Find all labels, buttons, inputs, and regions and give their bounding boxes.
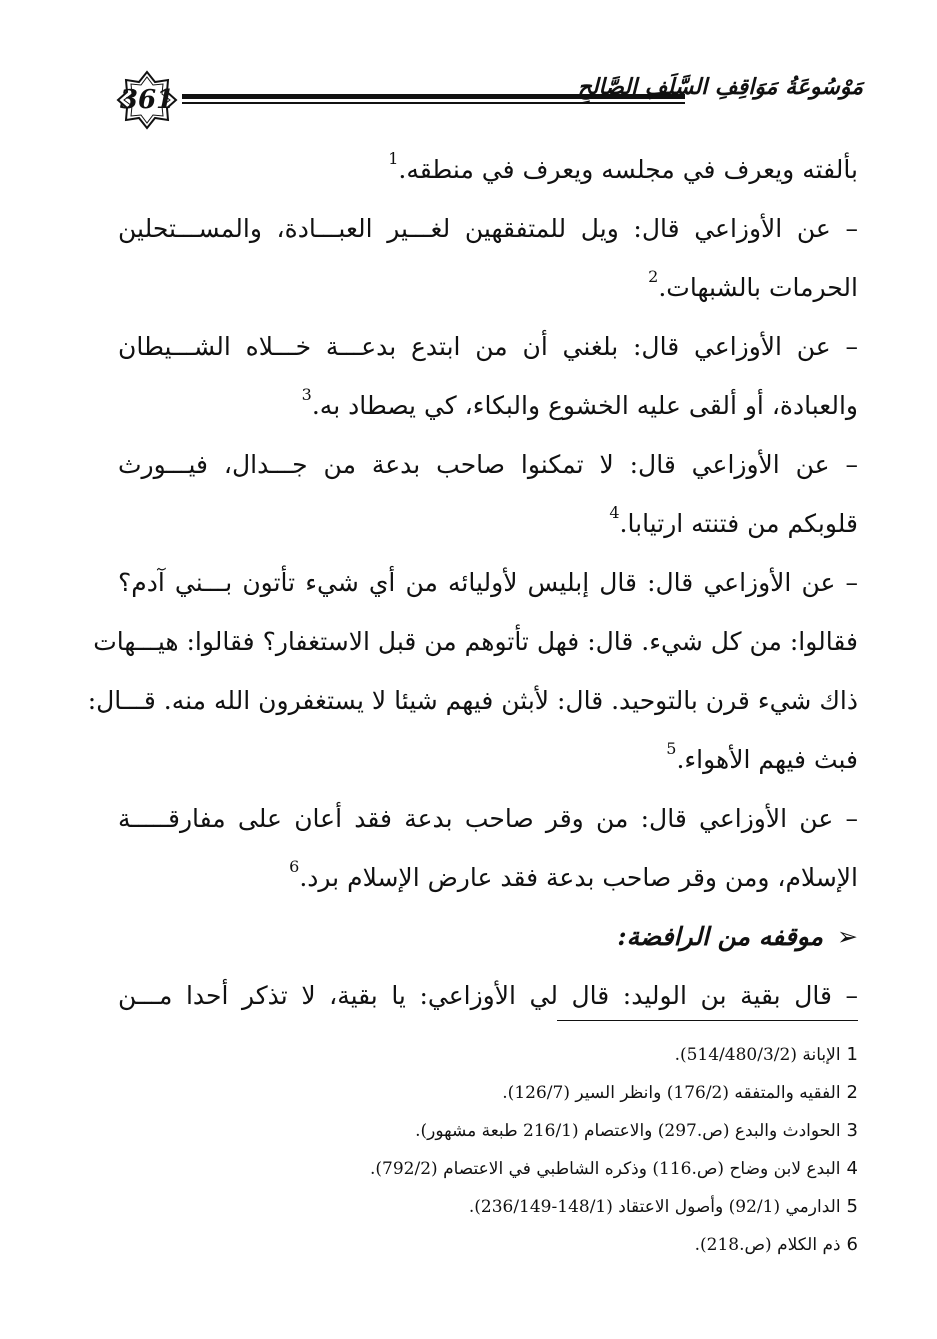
line-text: بألفته ويعرف في مجلسه ويعرف في منطقه. — [398, 155, 858, 184]
footnote-number: 1 — [846, 1044, 858, 1065]
text-line — [87, 671, 858, 730]
text-line — [118, 376, 858, 435]
line-text: – عن الأوزاعي قال: ويل للمتفقهين لغـــير العبـــادة، والمســـتحلين — [118, 214, 858, 243]
footnote-number: 2 — [846, 1082, 858, 1103]
footnote-number: 4 — [846, 1158, 858, 1179]
line-text: فقالوا: من كل شيء. قال: فهل تأتوهم من قبل الاستغفار؟ فقالوا: هيـــهات — [93, 627, 858, 656]
footnote-number: 5 — [846, 1196, 858, 1217]
line-text: – قال بقية بن الوليد: قال لي الأوزاعي: يا بقية، لا تذكر أحدا مـــن — [118, 981, 858, 1010]
line-text: الحرمات بالشبهات. — [658, 273, 858, 302]
line-text: – عن الأوزاعي قال: من وقر صاحب بدعة فقد أعان على مفارقـــــة — [118, 804, 858, 833]
footnote — [300, 1154, 858, 1192]
footnote — [300, 1078, 858, 1116]
footnote-text: الدارمي (92/1) وأصول الاعتقاد (148/1-236/149). — [468, 1197, 841, 1217]
text-line — [118, 553, 858, 612]
text-line — [118, 435, 858, 494]
line-text: – عن الأوزاعي قال: قال إبليس لأوليائه من أي شيء تأتون بـــني آدم؟ — [118, 568, 858, 597]
footnote-marker[interactable]: 5 — [666, 739, 677, 758]
line-text: والعبادة، أو ألقى عليه الخشوع والبكاء، كي يصطاد به. — [311, 391, 858, 420]
text-line — [118, 848, 858, 907]
footnote-text: ذم الكلام (ص.218). — [694, 1235, 841, 1255]
footnote — [300, 1040, 858, 1078]
footnote — [300, 1230, 858, 1268]
text-line — [118, 317, 858, 376]
page-header — [108, 68, 863, 132]
text-line — [93, 612, 858, 671]
footnote-number: 3 — [846, 1120, 858, 1141]
line-text: – عن الأوزاعي قال: بلغني أن من ابتدع بدعـــة خـــلاه الشـــيطان — [118, 332, 858, 361]
section-heading — [118, 907, 858, 966]
footnote-text: البدع لابن وضاح (ص.116) وذكره الشاطبي في الاعتصام (792/2). — [370, 1159, 841, 1179]
footnote-separator — [557, 1020, 858, 1021]
footnote-number: 6 — [846, 1234, 858, 1255]
line-text: قلوبكم من فتنته ارتيابا. — [619, 509, 858, 538]
footnote-marker[interactable]: 2 — [648, 267, 659, 286]
footnote-marker[interactable]: 3 — [301, 385, 312, 404]
book-title: مَوْسُوعَةُ مَوَاقِفِ السَّلَفِ الصَّالِحِ — [577, 74, 863, 100]
footnote-text: الفقيه والمتفقه (176/2) وانظر السير (126/7). — [502, 1083, 841, 1103]
page-number: 361 — [119, 85, 175, 115]
footnote-text: الحوادث والبدع (ص.297) والاعتصام (216/1 طبعة مشهور). — [415, 1121, 841, 1141]
text-line — [118, 199, 858, 258]
main-text — [87, 140, 858, 1025]
line-text: الإسلام، ومن وقر صاحب بدعة فقد عارض الإسلام برد. — [299, 863, 858, 892]
footnote-marker[interactable]: 1 — [388, 149, 399, 168]
footnote-marker[interactable]: 6 — [289, 857, 300, 876]
footnote — [300, 1116, 858, 1154]
text-line — [118, 258, 858, 317]
page-number-badge — [116, 70, 178, 130]
text-line — [118, 730, 858, 789]
text-line — [118, 140, 858, 199]
text-line — [118, 966, 858, 1025]
section-heading-text: موقفه من الرافضة: — [617, 922, 824, 951]
line-text: – عن الأوزاعي قال: لا تمكنوا صاحب بدعة من جـــدال، فيـــورث — [118, 450, 858, 479]
text-line — [118, 494, 858, 553]
footnotes — [300, 1040, 858, 1268]
footnote — [300, 1192, 858, 1230]
line-text: فبث فيهم الأهواء. — [676, 745, 858, 774]
line-text: ذاك شيء قرن بالتوحيد. قال: لأبثن فيهم شيئا لا يستغفرون الله منه. قـــال: — [87, 686, 858, 715]
footnote-text: الإبانة (514/480/3/2). — [674, 1045, 841, 1065]
footnote-marker[interactable]: 4 — [609, 503, 620, 522]
text-line — [118, 789, 858, 848]
arrow-bullet-icon: ➢ — [837, 922, 858, 951]
